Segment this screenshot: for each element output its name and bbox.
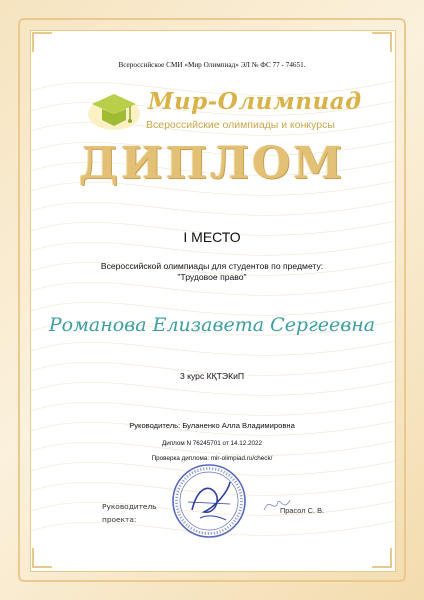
diploma-title: ДИПЛОМ	[78, 138, 346, 189]
project-head-label: Руководитель проекта:	[102, 502, 157, 524]
corner-ornament	[32, 548, 52, 568]
olympiad-description: Всероссийской олимпиады для студентов по предмету: "Трудовое право"	[100, 261, 324, 282]
graduation-cap-icon	[86, 84, 142, 136]
project-head-name: Прасол С. В.	[280, 506, 325, 515]
diploma-number: Диплом N 76245701 от 14.12.2022	[161, 440, 263, 447]
logo-subtitle: Всероссийские олимпиады и конкурсы	[146, 119, 335, 131]
corner-ornament	[32, 32, 52, 52]
corner-ornament	[372, 548, 392, 568]
smi-registration: Всероссийское СМИ «Мир Олимпиад» ЭЛ № ФС 77 - 74651.	[118, 61, 306, 69]
supervisor-line: Руководитель: Буланенко Алла Владимировна	[129, 421, 295, 430]
place-label: I МЕСТО	[183, 229, 241, 245]
logo-title: Мир-Олимпиад	[148, 88, 362, 115]
stamp-seal-icon	[170, 462, 248, 540]
student-name: Романова Елизавета Сергеевна	[48, 314, 376, 336]
corner-ornament	[372, 32, 392, 52]
course-info: 3 курс КҚТЭКиП	[179, 371, 245, 381]
diploma-check-link: Проверка диплома: mir-olimpiad.ru/check/	[151, 455, 273, 462]
